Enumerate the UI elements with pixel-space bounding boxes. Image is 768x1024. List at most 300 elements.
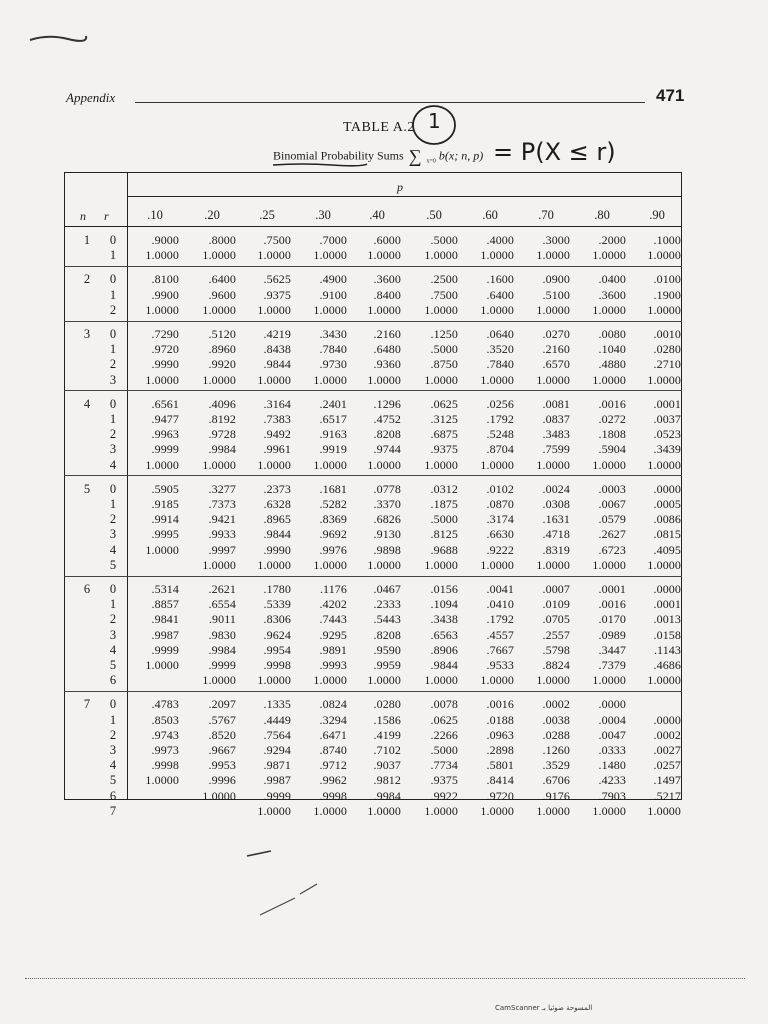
- probability-cell: .5625: [263, 272, 291, 287]
- table-title: TABLE A.2: [343, 120, 415, 135]
- probability-cell: .9999: [263, 788, 291, 803]
- probability-cell: .8192: [208, 412, 236, 426]
- probability-cell: .9037: [373, 758, 401, 773]
- probability-cell: .1792: [486, 612, 514, 627]
- probability-cell: 1.0000: [313, 557, 347, 572]
- n-value: 2: [83, 272, 91, 287]
- probability-cell: .0001: [653, 597, 681, 612]
- probability-cell: .9492: [263, 427, 291, 442]
- group-divider: [64, 691, 682, 692]
- r-value: 2: [109, 302, 117, 317]
- r-value: 0: [109, 327, 117, 341]
- probability-cell: .9844: [430, 658, 458, 672]
- probability-cell: .5000: [430, 512, 458, 527]
- probability-cell: .0963: [486, 727, 514, 742]
- r-value: 4: [109, 758, 117, 773]
- probability-cell: .0270: [542, 327, 570, 341]
- probability-cell: .0256: [486, 396, 514, 411]
- probability-cell: .0027: [653, 743, 681, 757]
- r-value: 1: [109, 342, 117, 357]
- probability-cell: 1.0000: [367, 457, 401, 472]
- probability-cell: 1.0000: [313, 372, 347, 387]
- probability-cell: .2333: [373, 597, 401, 612]
- probability-cell: 1.0000: [480, 248, 514, 263]
- probability-cell: 1.0000: [145, 457, 179, 472]
- group-divider: [64, 321, 682, 322]
- probability-cell: .0900: [542, 272, 570, 287]
- r-value: 4: [109, 642, 117, 657]
- r-value: 7: [109, 803, 117, 818]
- probability-cell: .9998: [263, 658, 291, 672]
- r-header: r: [104, 209, 109, 223]
- n-value: 3: [83, 327, 91, 341]
- probability-cell: .4718: [542, 527, 570, 542]
- probability-cell: .0016: [598, 396, 626, 411]
- probability-cell: .9176: [542, 788, 570, 803]
- probability-cell: .2401: [319, 396, 347, 411]
- probability-cell: .9728: [208, 427, 236, 442]
- probability-cell: 1.0000: [367, 248, 401, 263]
- probability-cell: .0080: [598, 327, 626, 341]
- probability-cell: .9477: [151, 412, 179, 426]
- probability-cell: .6471: [319, 727, 347, 742]
- probability-cell: .5000: [430, 233, 458, 247]
- probability-cell: 1.0000: [202, 302, 236, 317]
- probability-cell: .8704: [486, 442, 514, 457]
- r-value: 4: [109, 457, 117, 472]
- probability-cell: .5801: [486, 758, 514, 773]
- probability-cell: .9163: [319, 427, 347, 442]
- probability-cell: .9688: [430, 542, 458, 557]
- probability-cell: .8414: [486, 773, 514, 788]
- probability-cell: .0778: [373, 481, 401, 496]
- probability-cell: .7102: [373, 743, 401, 757]
- group-divider: [64, 390, 682, 391]
- probability-cell: .9998: [319, 788, 347, 803]
- probability-cell: .3447: [598, 642, 626, 657]
- probability-cell: .5120: [208, 327, 236, 341]
- probability-cell: .2266: [430, 727, 458, 742]
- probability-cell: .0333: [598, 743, 626, 757]
- p-header-9: .90: [649, 208, 665, 222]
- probability-cell: .9375: [430, 442, 458, 457]
- probability-cell: .0625: [430, 712, 458, 727]
- r-value: 1: [109, 712, 117, 727]
- probability-cell: .6517: [319, 412, 347, 426]
- probability-cell: 1.0000: [257, 673, 291, 688]
- probability-cell: .3439: [653, 442, 681, 457]
- probability-cell: .6328: [263, 497, 291, 511]
- probability-cell: .0272: [598, 412, 626, 426]
- probability-cell: .5000: [430, 342, 458, 357]
- probability-cell: .9999: [151, 442, 179, 457]
- probability-cell: .9130: [373, 527, 401, 542]
- probability-cell: .2627: [598, 527, 626, 542]
- appendix-header: Appendix: [66, 90, 116, 105]
- probability-cell: .0003: [598, 481, 626, 496]
- probability-cell: 1.0000: [647, 372, 681, 387]
- probability-cell: .9730: [319, 357, 347, 372]
- probability-cell: .9961: [263, 442, 291, 457]
- probability-cell: 1.0000: [592, 248, 626, 263]
- n-header: n: [80, 209, 86, 223]
- probability-cell: 1.0000: [480, 457, 514, 472]
- probability-cell: .0086: [653, 512, 681, 527]
- probability-cell: .9600: [208, 287, 236, 302]
- p-header-8: .80: [594, 208, 610, 222]
- probability-cell: .7379: [598, 658, 626, 672]
- probability-cell: .9987: [151, 627, 179, 642]
- probability-cell: .9871: [263, 758, 291, 773]
- probability-cell: .0400: [598, 272, 626, 287]
- p-header-4: .40: [369, 208, 385, 222]
- probability-cell: .1000: [653, 233, 681, 247]
- probability-cell: .0013: [653, 612, 681, 627]
- probability-cell: .3294: [319, 712, 347, 727]
- r-value: 6: [109, 673, 117, 688]
- p-header-1: .20: [204, 208, 220, 222]
- probability-cell: .9999: [151, 642, 179, 657]
- probability-cell: .2000: [598, 233, 626, 247]
- probability-cell: .8306: [263, 612, 291, 627]
- probability-cell: .8125: [430, 527, 458, 542]
- probability-cell: .9920: [208, 357, 236, 372]
- probability-cell: .9185: [151, 497, 179, 511]
- probability-cell: .6630: [486, 527, 514, 542]
- probability-cell: .5000: [430, 743, 458, 757]
- r-value: 3: [109, 527, 117, 542]
- probability-cell: .9720: [486, 788, 514, 803]
- probability-cell: .9959: [373, 658, 401, 672]
- probability-cell: .9891: [319, 642, 347, 657]
- probability-cell: .0824: [319, 697, 347, 712]
- probability-cell: .0410: [486, 597, 514, 612]
- probability-cell: .0041: [486, 582, 514, 596]
- r-value: 6: [109, 788, 117, 803]
- probability-cell: .6875: [430, 427, 458, 442]
- p-label: p: [397, 180, 403, 194]
- probability-cell: .1480: [598, 758, 626, 773]
- probability-cell: .2160: [373, 327, 401, 341]
- probability-cell: .8857: [151, 597, 179, 612]
- n-value: 6: [83, 582, 91, 596]
- probability-cell: .8520: [208, 727, 236, 742]
- probability-cell: .9830: [208, 627, 236, 642]
- n-value: 4: [83, 396, 91, 411]
- probability-cell: 1.0000: [424, 557, 458, 572]
- probability-cell: .6826: [373, 512, 401, 527]
- probability-cell: .3438: [430, 612, 458, 627]
- probability-cell: .1681: [319, 481, 347, 496]
- probability-cell: .0000: [653, 582, 681, 596]
- probability-cell: .9000: [151, 233, 179, 247]
- probability-cell: .4219: [263, 327, 291, 341]
- probability-cell: .4686: [653, 658, 681, 672]
- ink-mark: [245, 848, 275, 860]
- probability-cell: .8438: [263, 342, 291, 357]
- probability-cell: 1.0000: [592, 557, 626, 572]
- probability-cell: 1.0000: [647, 457, 681, 472]
- probability-cell: .9997: [208, 542, 236, 557]
- probability-cell: .1780: [263, 582, 291, 596]
- probability-cell: .1600: [486, 272, 514, 287]
- handwritten-underline: [272, 162, 368, 168]
- probability-cell: 1.0000: [313, 248, 347, 263]
- probability-cell: 1.0000: [367, 673, 401, 688]
- probability-cell: .1792: [486, 412, 514, 426]
- probability-cell: .0815: [653, 527, 681, 542]
- probability-cell: 1.0000: [424, 248, 458, 263]
- probability-cell: .4557: [486, 627, 514, 642]
- probability-cell: .0257: [653, 758, 681, 773]
- r-value: 1: [109, 597, 117, 612]
- circled-number: 1: [428, 109, 441, 133]
- probability-cell: .7903: [598, 788, 626, 803]
- probability-cell: .9900: [151, 287, 179, 302]
- probability-cell: 1.0000: [202, 248, 236, 263]
- ink-mark: [255, 880, 325, 920]
- probability-cell: .1875: [430, 497, 458, 511]
- probability-cell: 1.0000: [313, 457, 347, 472]
- r-value: 0: [109, 481, 117, 496]
- probability-cell: .9962: [319, 773, 347, 788]
- probability-cell: 1.0000: [202, 457, 236, 472]
- probability-cell: 1.0000: [647, 248, 681, 263]
- probability-cell: .7373: [208, 497, 236, 511]
- probability-cell: .0001: [598, 582, 626, 596]
- p-header-6: .60: [482, 208, 498, 222]
- probability-cell: .0002: [542, 697, 570, 712]
- probability-cell: .8740: [319, 743, 347, 757]
- rule-under-header: [64, 226, 682, 227]
- r-value: 2: [109, 357, 117, 372]
- probability-cell: .2097: [208, 697, 236, 712]
- probability-cell: .0170: [598, 612, 626, 627]
- r-value: 2: [109, 427, 117, 442]
- probability-cell: .8000: [208, 233, 236, 247]
- probability-cell: .0000: [653, 712, 681, 727]
- r-value: 1: [109, 287, 117, 302]
- n-value: 7: [83, 697, 91, 712]
- probability-cell: .0078: [430, 697, 458, 712]
- probability-cell: .8503: [151, 712, 179, 727]
- probability-cell: 1.0000: [647, 302, 681, 317]
- probability-cell: .1497: [653, 773, 681, 788]
- probability-cell: .6563: [430, 627, 458, 642]
- probability-cell: 1.0000: [367, 372, 401, 387]
- probability-cell: .0625: [430, 396, 458, 411]
- r-value: 5: [109, 658, 117, 672]
- probability-cell: .4096: [208, 396, 236, 411]
- probability-cell: .3164: [263, 396, 291, 411]
- probability-cell: 1.0000: [536, 557, 570, 572]
- probability-cell: .1296: [373, 396, 401, 411]
- r-value: 1: [109, 412, 117, 426]
- probability-cell: 1.0000: [536, 673, 570, 688]
- probability-cell: .8965: [263, 512, 291, 527]
- probability-cell: 1.0000: [536, 803, 570, 818]
- probability-cell: .0989: [598, 627, 626, 642]
- probability-cell: 1.0000: [257, 457, 291, 472]
- probability-cell: .5248: [486, 427, 514, 442]
- probability-cell: 1.0000: [480, 673, 514, 688]
- probability-cell: 1.0000: [145, 302, 179, 317]
- probability-cell: .1040: [598, 342, 626, 357]
- probability-cell: .3370: [373, 497, 401, 511]
- probability-cell: .9844: [263, 527, 291, 542]
- probability-cell: .0579: [598, 512, 626, 527]
- probability-cell: .0523: [653, 427, 681, 442]
- probability-cell: .4202: [319, 597, 347, 612]
- probability-cell: .9743: [151, 727, 179, 742]
- probability-cell: .7500: [263, 233, 291, 247]
- r-value: 0: [109, 396, 117, 411]
- probability-cell: .4783: [151, 697, 179, 712]
- probability-cell: .9100: [319, 287, 347, 302]
- probability-cell: .3600: [373, 272, 401, 287]
- probability-cell: .8319: [542, 542, 570, 557]
- probability-cell: .1631: [542, 512, 570, 527]
- probability-cell: .5798: [542, 642, 570, 657]
- probability-cell: .0004: [598, 712, 626, 727]
- probability-cell: .9841: [151, 612, 179, 627]
- probability-cell: 1.0000: [592, 803, 626, 818]
- r-value: 2: [109, 512, 117, 527]
- r-value: 5: [109, 773, 117, 788]
- probability-cell: 1.0000: [145, 248, 179, 263]
- probability-cell: 1.0000: [647, 803, 681, 818]
- probability-cell: .7840: [486, 357, 514, 372]
- probability-cell: .9667: [208, 743, 236, 757]
- probability-cell: 1.0000: [480, 372, 514, 387]
- ink-smudge: [28, 30, 88, 50]
- probability-cell: .1176: [319, 582, 347, 596]
- probability-cell: .9984: [373, 788, 401, 803]
- probability-cell: .9984: [208, 442, 236, 457]
- probability-cell: .9919: [319, 442, 347, 457]
- r-value: 0: [109, 697, 117, 712]
- probability-cell: .0081: [542, 396, 570, 411]
- probability-cell: .6400: [486, 287, 514, 302]
- probability-cell: .9222: [486, 542, 514, 557]
- probability-cell: .5443: [373, 612, 401, 627]
- r-value: 0: [109, 272, 117, 287]
- r-value: 5: [109, 557, 117, 572]
- probability-cell: .2898: [486, 743, 514, 757]
- probability-cell: .6000: [373, 233, 401, 247]
- probability-cell: .1900: [653, 287, 681, 302]
- probability-cell: .9973: [151, 743, 179, 757]
- probability-cell: 1.0000: [480, 557, 514, 572]
- probability-cell: .5314: [151, 582, 179, 596]
- r-value: 3: [109, 627, 117, 642]
- probability-cell: 1.0000: [536, 457, 570, 472]
- probability-cell: .9720: [151, 342, 179, 357]
- probability-cell: 1.0000: [257, 302, 291, 317]
- probability-cell: .7667: [486, 642, 514, 657]
- probability-cell: .9712: [319, 758, 347, 773]
- probability-cell: .9976: [319, 542, 347, 557]
- p-header-0: .10: [147, 208, 163, 222]
- scanner-watermark: CamScanner المسوحة ضوئيا بـ: [495, 1004, 593, 1012]
- probability-cell: .6400: [208, 272, 236, 287]
- probability-cell: .0870: [486, 497, 514, 511]
- probability-cell: .9011: [208, 612, 236, 627]
- probability-cell: 1.0000: [257, 803, 291, 818]
- probability-cell: .1808: [598, 427, 626, 442]
- probability-cell: .9995: [151, 527, 179, 542]
- p-header-7: .70: [538, 208, 554, 222]
- probability-cell: .4000: [486, 233, 514, 247]
- probability-cell: .6570: [542, 357, 570, 372]
- probability-cell: 1.0000: [145, 372, 179, 387]
- r-value: 3: [109, 372, 117, 387]
- handwritten-note: = P(X ≤ r): [493, 138, 616, 166]
- r-value: 0: [109, 233, 117, 247]
- probability-cell: .7564: [263, 727, 291, 742]
- probability-cell: .1250: [430, 327, 458, 341]
- probability-cell: .2373: [263, 481, 291, 496]
- r-value: 0: [109, 582, 117, 596]
- probability-cell: .4880: [598, 357, 626, 372]
- probability-cell: .0109: [542, 597, 570, 612]
- probability-cell: 1.0000: [424, 302, 458, 317]
- probability-cell: .0280: [373, 697, 401, 712]
- probability-cell: .4095: [653, 542, 681, 557]
- probability-cell: .8906: [430, 642, 458, 657]
- probability-cell: 1.0000: [480, 803, 514, 818]
- probability-cell: 1.0000: [424, 372, 458, 387]
- p-header-5: .50: [426, 208, 442, 222]
- probability-cell: .4233: [598, 773, 626, 788]
- probability-cell: .9990: [263, 542, 291, 557]
- page-bottom-line: [25, 978, 745, 979]
- probability-cell: .9999: [208, 658, 236, 672]
- probability-cell: .0100: [653, 272, 681, 287]
- probability-cell: .5767: [208, 712, 236, 727]
- probability-cell: .0007: [542, 582, 570, 596]
- binomial-function: b(x; n, p): [438, 148, 484, 163]
- probability-cell: .1260: [542, 743, 570, 757]
- probability-cell: .0000: [653, 481, 681, 496]
- probability-cell: .0001: [653, 396, 681, 411]
- probability-cell: .6561: [151, 396, 179, 411]
- probability-cell: .9998: [151, 758, 179, 773]
- probability-cell: .9990: [151, 357, 179, 372]
- probability-cell: .0640: [486, 327, 514, 341]
- probability-cell: .3529: [542, 758, 570, 773]
- probability-cell: .9295: [319, 627, 347, 642]
- probability-cell: 1.0000: [424, 803, 458, 818]
- probability-cell: 1.0000: [145, 658, 179, 672]
- subtitle-text: Binomial Probability Sums: [273, 148, 404, 163]
- probability-cell: 1.0000: [202, 557, 236, 572]
- probability-cell: .7840: [319, 342, 347, 357]
- handwritten-circle: [410, 103, 458, 147]
- probability-cell: .9987: [263, 773, 291, 788]
- probability-cell: .0024: [542, 481, 570, 496]
- probability-cell: .9624: [263, 627, 291, 642]
- probability-cell: 1.0000: [313, 803, 347, 818]
- probability-cell: .7383: [263, 412, 291, 426]
- probability-cell: .9375: [263, 287, 291, 302]
- n-value: 5: [83, 481, 91, 496]
- probability-cell: .6554: [208, 597, 236, 612]
- probability-cell: 1.0000: [592, 673, 626, 688]
- probability-cell: .9922: [430, 788, 458, 803]
- probability-cell: .0188: [486, 712, 514, 727]
- probability-cell: 1.0000: [536, 302, 570, 317]
